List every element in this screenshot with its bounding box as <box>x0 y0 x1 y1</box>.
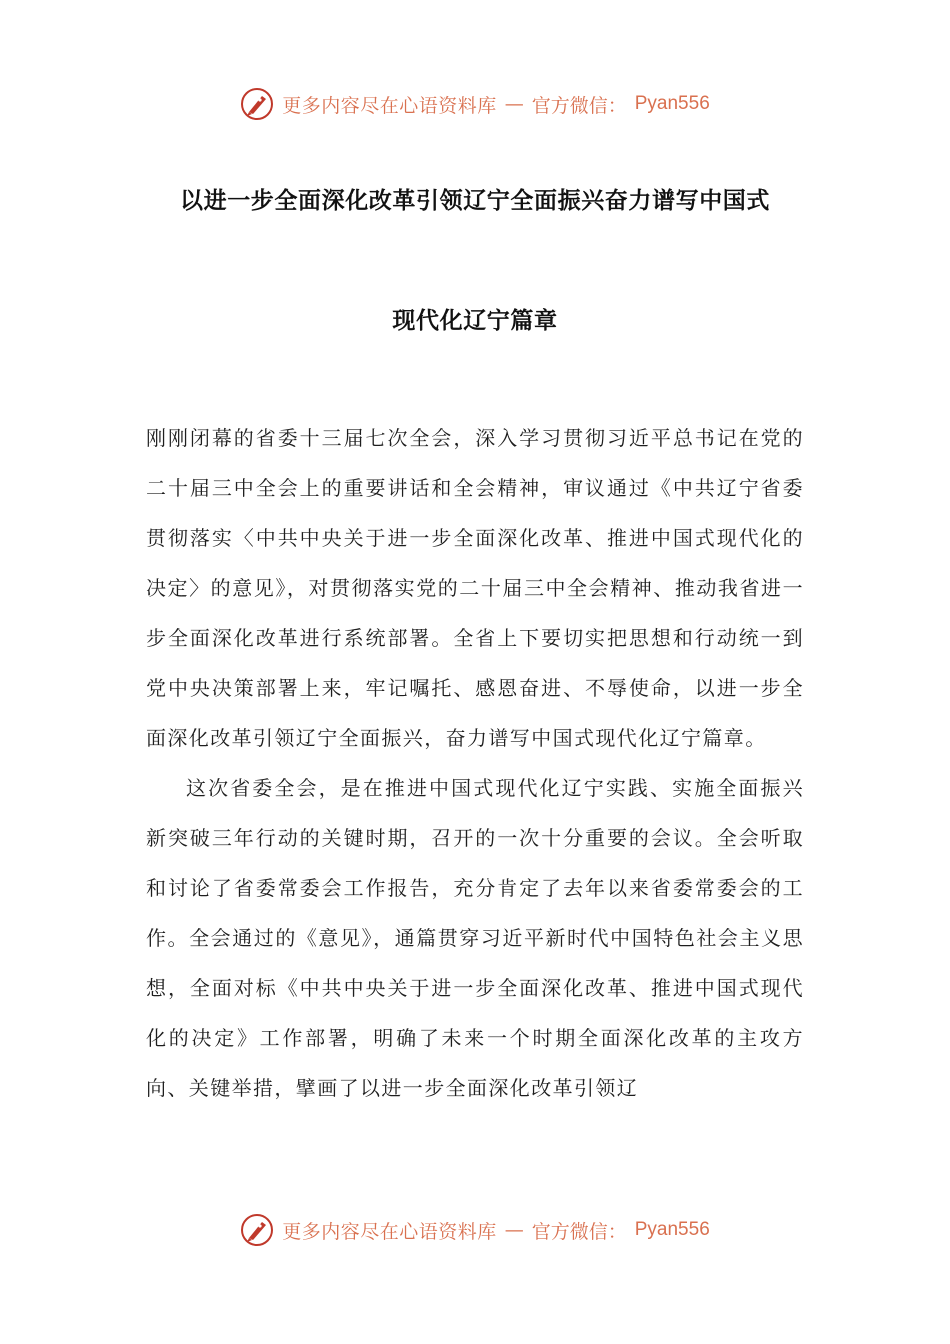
document-body <box>146 413 804 1113</box>
pen-nib-logo-icon <box>240 87 274 121</box>
pen-nib-logo-icon <box>240 1213 274 1247</box>
banner-slogan: 更多内容尽在心语资料库 <box>282 1220 497 1243</box>
banner-slogan: 更多内容尽在心语资料库 <box>282 94 497 117</box>
banner-wechat-label: 官方微信： <box>531 94 627 117</box>
watermark-banner-top <box>0 84 950 124</box>
banner-dash: — <box>504 1219 524 1241</box>
banner-dash: — <box>504 93 524 115</box>
watermark-banner-bottom <box>0 1210 950 1250</box>
paragraph-2: 这次省委全会，是在推进中国式现代化辽宁实践、实施全面振兴新突破三年行动的关键时期，召开的一次十分重要的会议。全会听取和讨论了省委常委会工作报告，充分肯定了去年以来省委常委会的工作。全会通过的《意见》，通篇贯穿习近平新时代中国特色社会主义思想，全面对标《中共中央关于进一步全面深化改革、推进中国式现代化的决定》工作部署，明确了未来一个时期全面深化改革的主攻方向、关键举措，擘画了以进一步全面深化改革引领辽 <box>146 776 804 1100</box>
paragraph-1: 刚刚闭幕的省委十三届七次全会，深入学习贯彻习近平总书记在党的二十届三中全会上的重要讲话和全会精神，审议通过《中共辽宁省委贯彻落实〈中共中央关于进一步全面深化改革、推进中国式现代化的决定〉的意见》，对贯彻落实党的二十届三中全会精神、推动我省进一步全面深化改革进行系统部署。全省上下要切实把思想和行动统一到党中央决策部署上来，牢记嘱托、感恩奋进、不辱使命，以进一步全面深化改革引领辽宁全面振兴，奋力谱写中国式现代化辽宁篇章。 <box>146 426 804 750</box>
banner-wechat-label: 官方微信： <box>531 1220 627 1243</box>
document-title-line-1: 以进一步全面深化改革引领辽宁全面振兴奋力谱写中国式 <box>180 188 770 214</box>
document-title-line-2: 现代化辽宁篇章 <box>392 308 558 334</box>
banner-wechat-id: Pyan556 <box>634 1219 710 1240</box>
banner-wechat-id: Pyan556 <box>634 93 710 114</box>
